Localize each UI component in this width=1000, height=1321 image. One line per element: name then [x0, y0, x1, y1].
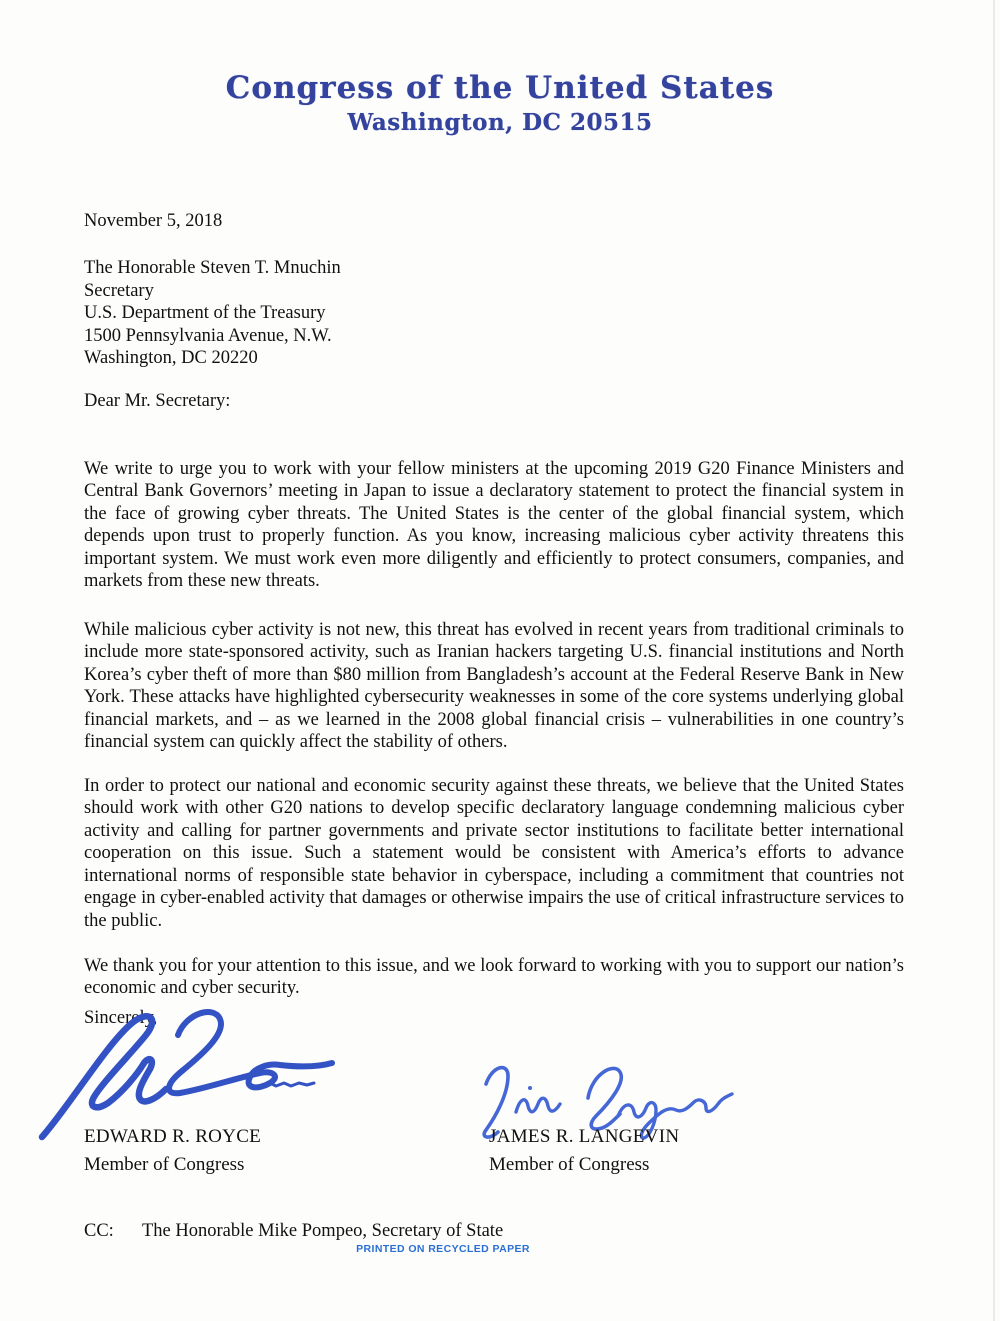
recipient-line: 1500 Pennsylvania Avenue, N.W. — [84, 325, 332, 346]
signer-block-langevin — [489, 1126, 679, 1176]
recipient-line: Secretary — [84, 280, 154, 301]
signer-name-langevin: JAMES R. LANGEVIN — [489, 1126, 680, 1147]
closing: Sincerely, — [84, 1008, 158, 1028]
signer-block-royce — [84, 1126, 261, 1176]
cc-text: The Honorable Mike Pompeo, Secretary of State — [142, 1221, 504, 1241]
cc-row — [84, 1220, 503, 1243]
letterhead-title: Congress of the United States — [225, 70, 775, 106]
scan-edge-artifact — [993, 0, 995, 1321]
signature-edward-royce-image — [36, 1001, 342, 1143]
signer-title-langevin: Member of Congress — [489, 1154, 650, 1175]
salutation: Dear Mr. Secretary: — [84, 391, 231, 411]
signer-name-royce: EDWARD R. ROYCE — [84, 1126, 262, 1147]
letterhead — [0, 70, 1000, 136]
signer-title-royce: Member of Congress — [84, 1154, 245, 1175]
body-paragraph-4: We thank you for your attention to this issue, and we look forward to working with you to support our nation’s economic and cyber security. — [84, 955, 904, 998]
letter-date: November 5, 2018 — [84, 211, 223, 231]
recipient-address — [84, 257, 341, 370]
recycled-paper-notice: PRINTED ON RECYCLED PAPER — [356, 1243, 530, 1255]
recipient-line: U.S. Department of the Treasury — [84, 303, 326, 323]
body-paragraph-1: We write to urge you to work with your fellow ministers at the upcoming 2019 G20 Finance Ministers and Central Bank Governors’ meeting in Japan to issue a declaratory statement to protect the financial system in the face of growing cyber threats. The United States is the center of the global financial system, which depends upon trust to properly function. As you know, increasing malicious cyber activity threatens this important system. We must work even more diligently and efficiently to protect consumers, companies, and markets from these new threats. — [84, 458, 904, 591]
body-paragraph-2: While malicious cyber activity is not new, this threat has evolved in recent years from traditional criminals to include more state-sponsored activity, such as Iranian hackers targeting U.S. financial institutions and North Korea’s cyber theft of more than $80 million from Bangladesh’s account at the Federal Reserve Bank in New York. These attacks have highlighted cybersecurity weaknesses in some of the core systems underlying global financial markets, and – as we learned in the 2008 global financial crisis – vulnerabilities in one country’s financial system can quickly affect the stability of others. — [84, 619, 904, 752]
recipient-line: The Honorable Steven T. Mnuchin — [84, 258, 341, 278]
recipient-line: Washington, DC 20220 — [84, 348, 258, 368]
letterhead-subtitle: Washington, DC 20515 — [347, 109, 653, 136]
cc-label: CC: — [84, 1221, 114, 1241]
body-paragraph-3: In order to protect our national and economic security against these threats, we believe that the United States should work with other G20 nations to develop specific declaratory language condemning malicious cyber activity and calling for partner governments and private sector institutions to facilitate better international cooperation on this issue. Such a statement would be consistent with America’s efforts to advance international norms of responsible state behavior in cyberspace, including a commitment that countries not engage in cyber-enabled activity that damages or otherwise impairs the use of critical infrastructure services to the public. — [84, 775, 904, 931]
